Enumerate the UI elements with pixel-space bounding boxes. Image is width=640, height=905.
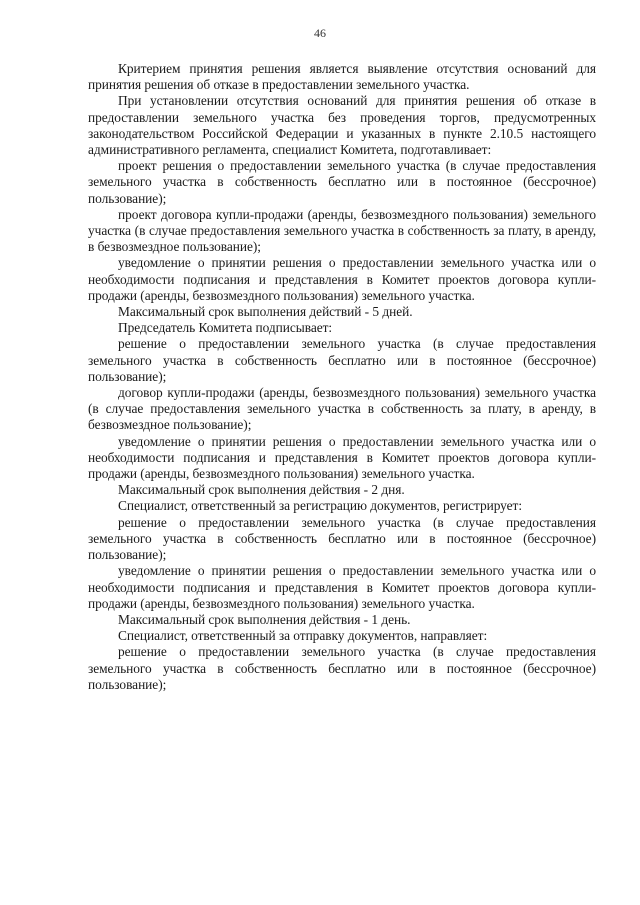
paragraph: договор купли-продажи (аренды, безвозмездного пользования) земельного участка (в случае предоставления земельного участка в собственность за плату, в аренду, в безвозмездное пользование);: [88, 385, 596, 433]
paragraph: Максимальный срок выполнения действия - 1 день.: [118, 611, 411, 627]
paragraph: проект договора купли-продажи (аренды, безвозмездного пользования) земельного участка (в случае предоставления земельного участка в собственность за плату, в аренду, в безвозмездное пользование);: [88, 206, 596, 255]
paragraph: решение о предоставлении земельного участка (в случае предоставления земельного участка в собственность бесплатно или в постоянное (бессрочное) пользование);: [88, 336, 596, 384]
body-text: [88, 61, 596, 693]
paragraph: решение о предоставлении земельного участка (в случае предоставления земельного участка в собственность бесплатно или в постоянное (бессрочное) пользование);: [88, 514, 596, 563]
paragraph: решение о предоставлении земельного участка (в случае предоставления земельного участка в собственность бесплатно или в постоянное (бессрочное) пользование);: [88, 644, 596, 692]
paragraph: уведомление о принятии решения о предоставлении земельного участка или о необходимости подписания и представления в Комитет проектов договора купли-продажи (аренды, безвозмездного пользования) земельного участка.: [88, 255, 596, 303]
paragraph: Максимальный срок выполнения действия - 2 дня.: [118, 482, 405, 498]
page-number: 46: [314, 26, 326, 40]
paragraph: При установлении отсутствия оснований для принятия решения об отказе в предоставлении земельного участка без проведения торгов, предусмотренных законодательством Российской Федерации и указанных в пункте 2.10.5 настоящего административного регламента, специалист Комитета, подготавливает:: [88, 93, 596, 158]
paragraph: Максимальный срок выполнения действий - 5 дней.: [118, 304, 413, 320]
paragraph: Специалист, ответственный за отправку документов, направляет:: [118, 628, 488, 644]
paragraph: Критерием принятия решения является выявление отсутствия оснований для принятия решения об отказе в предоставлении земельного участка.: [88, 61, 596, 93]
paragraph: проект решения о предоставлении земельного участка (в случае предоставления земельного участка в собственность бесплатно или в постоянное (бессрочное) пользование);: [88, 158, 596, 206]
paragraph: Председатель Комитета подписывает:: [118, 320, 333, 336]
paragraph: уведомление о принятии решения о предоставлении земельного участка или о необходимости подписания и представления в Комитет проектов договора купли-продажи (аренды, безвозмездного пользования) земельного участка.: [88, 563, 596, 611]
paragraph: уведомление о принятии решения о предоставлении земельного участка или о необходимости подписания и представления в Комитет проектов договора купли-продажи (аренды, безвозмездного пользования) земельного участка.: [88, 433, 596, 482]
paragraph: Специалист, ответственный за регистрацию документов, регистрирует:: [118, 498, 523, 514]
